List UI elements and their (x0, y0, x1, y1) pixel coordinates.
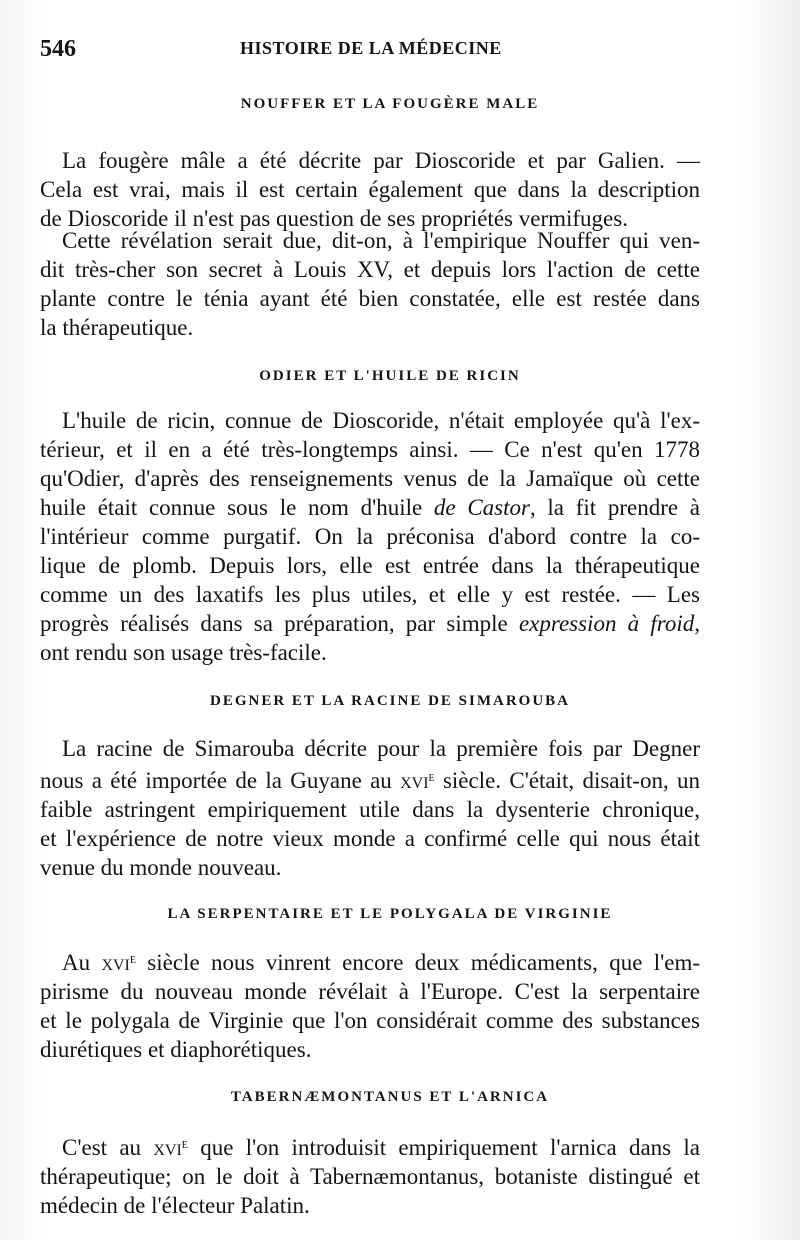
superscript: e (428, 770, 435, 785)
text-line: Cela est vrai, mais il est certain également que dans la description (40, 177, 700, 202)
text-segment: nous a été importée de la Guyane au (40, 768, 392, 793)
text-segment: siècle nous vinrent encore deux médicaments, que l'em- (147, 950, 701, 975)
text-segment: , (694, 611, 701, 636)
text-line: lique de plomb. Depuis lors, elle est entrée dans la thérapeutique (40, 553, 700, 578)
running-head: HISTOIRE DE LA MÉDECINE (240, 38, 502, 58)
section-heading-ricin: ODIER ET L'HUILE DE RICIN (259, 368, 521, 384)
paragraph-fougere-1 (40, 146, 700, 233)
text-line: dit très-cher son secret à Louis XV, et depuis lors l'action de cette (40, 257, 700, 282)
century-numeral: xvi (101, 950, 130, 975)
text-line: faible astringent empiriquement utile dans la dysenterie chronique, (40, 797, 700, 822)
section-heading-simarouba: DEGNER ET LA RACINE DE SIMAROUBA (209, 693, 571, 709)
text-line: qu'Odier, d'après des renseignements venus de la Jamaïque où cette (40, 466, 700, 491)
text-segment: C'est au (62, 1135, 142, 1160)
text-line: diurétiques et diaphorétiques. (40, 1037, 312, 1062)
text-line: et le polygala de Virginie que l'on considérait comme des substances (40, 1008, 700, 1033)
text-line: thérapeutique; on le doit à Tabernæmontanus, botaniste distingué et (40, 1164, 700, 1189)
text-segment: Au (62, 950, 91, 975)
page-header (40, 36, 760, 62)
paragraph-arnica (40, 1130, 700, 1220)
section-heading-fougere: NOUFFER ET LA FOUGÈRE MALE (240, 96, 540, 112)
text-line: plante contre le ténia ayant été bien constatée, elle est restée dans (40, 286, 700, 311)
text-line: la thérapeutique. (40, 315, 194, 340)
text-line: La fougère mâle a été décrite par Dioscoride et par Galien. — (62, 148, 700, 173)
text-line: térieur, et il en a été très-longtemps ainsi. — Ce n'est qu'en 1778 (40, 437, 700, 462)
century-numeral: xvi (153, 1135, 182, 1160)
text-segment: , la fit prendre à (529, 495, 700, 520)
text-line: comme un des laxatifs les plus utiles, et elle y est restée. — Les (40, 582, 700, 607)
text-segment: siècle. C'était, disait-on, un (442, 768, 700, 793)
text-line (40, 1130, 700, 1162)
italic-term-expression: expression à froid (518, 611, 695, 636)
text-line: Cette révélation serait due, dit-on, à l'empirique Nouffer qui ven- (62, 228, 700, 253)
text-line: de Dioscoride il n'est pas question de ses propriétés vermifuges. (40, 206, 628, 231)
text-segment: huile était connue sous le nom d'huile (40, 495, 423, 520)
superscript: e (181, 1137, 188, 1152)
text-segment: que l'on introduisit empiriquement l'arnica dans la (200, 1135, 701, 1160)
superscript: e (129, 952, 136, 967)
text-line: L'huile de ricin, connue de Dioscoride, n'était employée qu'à l'ex- (62, 408, 700, 433)
century-numeral: xvi (400, 768, 429, 793)
paragraph-serpentaire (40, 945, 700, 1064)
text-line (40, 763, 700, 795)
page-number: 546 (40, 36, 76, 62)
text-line: l'intérieur comme purgatif. On la préconisa d'abord contre la co- (40, 524, 700, 549)
section-heading-arnica: TABERNÆMONTANUS ET L'ARNICA (230, 1089, 550, 1105)
paragraph-fougere-2 (40, 226, 700, 342)
text-line: ont rendu son usage très-facile. (40, 640, 327, 665)
text-line: médecin de l'électeur Palatin. (40, 1193, 310, 1218)
text-line: pirisme du nouveau monde révélait à l'Europe. C'est la serpentaire (40, 979, 700, 1004)
paragraph-ricin (40, 406, 700, 667)
text-line: La racine de Simarouba décrite pour la première fois par Degner (62, 736, 700, 761)
text-line: venue du monde nouveau. (40, 855, 282, 880)
text-line (40, 945, 700, 977)
text-line: et l'expérience de notre vieux monde a confirmé celle qui nous était (40, 826, 700, 851)
text-segment: progrès réalisés dans sa préparation, par simple (40, 611, 508, 636)
text-line (40, 609, 700, 638)
paragraph-simarouba (40, 734, 700, 882)
text-line (40, 493, 700, 522)
italic-term-castor: de Castor (433, 495, 530, 520)
section-heading-serpentaire: LA SERPENTAIRE ET LE POLYGALA DE VIRGINIE (167, 906, 613, 922)
